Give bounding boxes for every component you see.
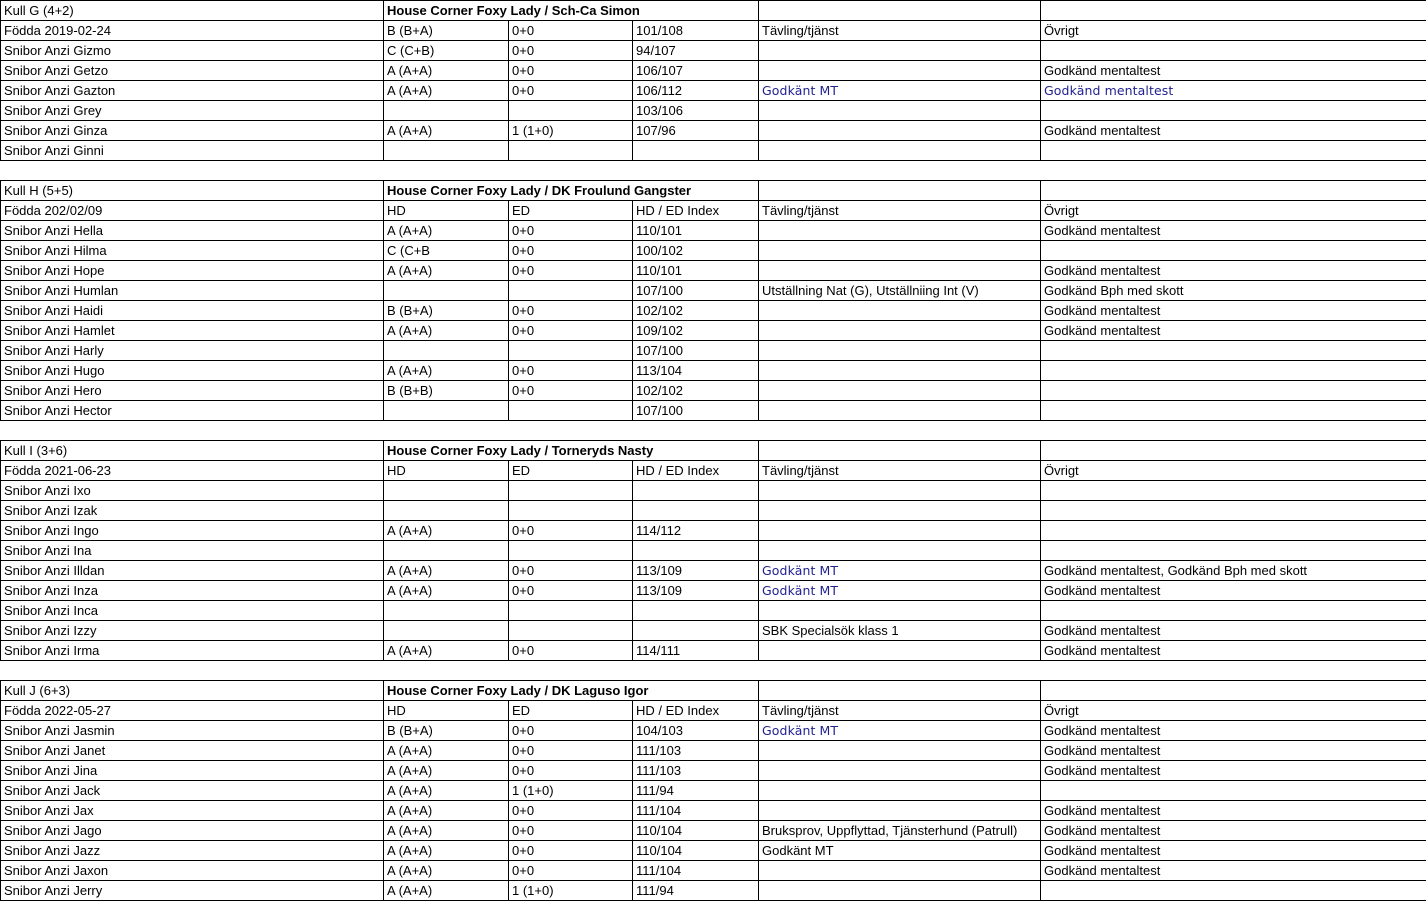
born-date-cell[interactable]: Födda 2022-05-27 — [1, 701, 384, 721]
table-row — [1, 521, 1426, 541]
ed-cell[interactable]: 0+0 — [509, 801, 633, 821]
competition-cell[interactable] — [759, 641, 1041, 661]
hd-cell[interactable]: A (A+A) — [384, 841, 509, 861]
index-cell[interactable]: 107/100 — [633, 341, 759, 361]
other-header-cell[interactable]: Övrigt — [1041, 21, 1426, 41]
other-cell[interactable] — [1041, 541, 1426, 561]
hd-header-cell[interactable]: HD — [384, 701, 509, 721]
dog-name-cell[interactable]: Snibor Anzi Jaxon — [1, 861, 384, 881]
competition-cell[interactable]: Godkänt MT — [759, 81, 1041, 101]
spacer-row — [1, 161, 1426, 181]
hd-cell[interactable]: A (A+A) — [384, 741, 509, 761]
ed-cell[interactable]: 0+0 — [509, 301, 633, 321]
dog-name-cell[interactable]: Snibor Anzi Jerry — [1, 881, 384, 901]
litter-title-row — [1, 1, 1426, 21]
hd-cell[interactable]: B (B+A) — [384, 721, 509, 741]
spacer-row — [1, 421, 1426, 441]
table-row — [1, 261, 1426, 281]
other-cell[interactable] — [1041, 601, 1426, 621]
index-header-cell[interactable]: HD / ED Index — [633, 461, 759, 481]
index-cell[interactable]: 106/107 — [633, 61, 759, 81]
dog-name-cell[interactable]: Snibor Anzi Gizmo — [1, 41, 384, 61]
competition-cell[interactable] — [759, 861, 1041, 881]
ed-cell[interactable] — [509, 401, 633, 421]
competition-cell[interactable]: Godkänt MT — [759, 561, 1041, 581]
competition-cell[interactable] — [759, 781, 1041, 801]
empty-cell[interactable] — [759, 1, 1041, 21]
other-cell[interactable]: Godkänd mentaltest — [1041, 841, 1426, 861]
index-cell[interactable]: 111/94 — [633, 781, 759, 801]
dog-name-cell[interactable]: Snibor Anzi Grey — [1, 101, 384, 121]
dog-name-cell[interactable]: Snibor Anzi Ginni — [1, 141, 384, 161]
ed-cell[interactable]: 1 (1+0) — [509, 881, 633, 901]
index-cell[interactable]: 111/103 — [633, 761, 759, 781]
index-cell[interactable]: 110/104 — [633, 821, 759, 841]
other-cell[interactable]: Godkänd mentaltest — [1041, 741, 1426, 761]
ed-cell[interactable]: 1 (1+0) — [509, 781, 633, 801]
ed-cell[interactable]: 0+0 — [509, 221, 633, 241]
litter-header-row — [1, 21, 1426, 41]
litter-header-row — [1, 701, 1426, 721]
index-cell[interactable] — [633, 621, 759, 641]
empty-cell[interactable] — [1041, 681, 1426, 701]
other-cell[interactable] — [1041, 521, 1426, 541]
dog-name-cell[interactable]: Snibor Anzi Hero — [1, 381, 384, 401]
other-cell[interactable]: Godkänd mentaltest — [1041, 221, 1426, 241]
empty-cell[interactable] — [759, 181, 1041, 201]
hd-cell[interactable]: A (A+A) — [384, 521, 509, 541]
competition-cell[interactable] — [759, 481, 1041, 501]
table-row — [1, 341, 1426, 361]
hd-cell[interactable]: A (A+A) — [384, 121, 509, 141]
ed-cell[interactable]: 0+0 — [509, 761, 633, 781]
index-cell[interactable]: 113/109 — [633, 581, 759, 601]
ed-header-cell[interactable]: ED — [509, 461, 633, 481]
other-cell[interactable]: Godkänd mentaltest — [1041, 61, 1426, 81]
ed-cell[interactable]: 1 (1+0) — [509, 121, 633, 141]
competition-cell[interactable] — [759, 101, 1041, 121]
competition-cell[interactable] — [759, 501, 1041, 521]
index-cell[interactable]: 110/101 — [633, 261, 759, 281]
hd-header-cell[interactable]: HD — [384, 461, 509, 481]
other-cell[interactable]: Godkänd mentaltest — [1041, 761, 1426, 781]
table-row — [1, 281, 1426, 301]
other-cell[interactable]: Godkänd Bph med skott — [1041, 281, 1426, 301]
index-cell[interactable]: 107/96 — [633, 121, 759, 141]
hd-cell[interactable]: A (A+A) — [384, 221, 509, 241]
dog-name-cell[interactable]: Snibor Anzi Irma — [1, 641, 384, 661]
dog-name-cell[interactable]: Snibor Anzi Ina — [1, 541, 384, 561]
dog-name-cell[interactable]: Snibor Anzi Hella — [1, 221, 384, 241]
spreadsheet-body — [1, 1, 1426, 901]
other-cell[interactable]: Godkänd mentaltest — [1041, 861, 1426, 881]
table-row — [1, 361, 1426, 381]
index-header-cell[interactable]: HD / ED Index — [633, 701, 759, 721]
other-cell[interactable] — [1041, 341, 1426, 361]
spacer-cell — [1, 161, 1426, 181]
ed-cell[interactable] — [509, 481, 633, 501]
other-cell[interactable] — [1041, 881, 1426, 901]
competition-header-cell[interactable]: Tävling/tjänst — [759, 21, 1041, 41]
ed-cell[interactable] — [509, 621, 633, 641]
other-cell[interactable]: Godkänd mentaltest — [1041, 641, 1426, 661]
dog-name-cell[interactable]: Snibor Anzi Janet — [1, 741, 384, 761]
competition-cell[interactable] — [759, 141, 1041, 161]
hd-cell[interactable] — [384, 501, 509, 521]
table-row — [1, 381, 1426, 401]
other-cell[interactable] — [1041, 381, 1426, 401]
index-cell[interactable]: 102/102 — [633, 301, 759, 321]
hd-cell[interactable]: A (A+A) — [384, 361, 509, 381]
empty-cell[interactable] — [759, 681, 1041, 701]
index-cell[interactable]: 104/103 — [633, 721, 759, 741]
table-row — [1, 781, 1426, 801]
competition-cell[interactable] — [759, 401, 1041, 421]
hd-cell[interactable]: C (C+B) — [384, 41, 509, 61]
table-row — [1, 121, 1426, 141]
hd-cell[interactable] — [384, 101, 509, 121]
table-row — [1, 721, 1426, 741]
litter-header-row — [1, 461, 1426, 481]
table-row — [1, 841, 1426, 861]
ed-cell[interactable]: 0+0 — [509, 521, 633, 541]
other-cell[interactable]: Godkänd mentaltest, Godkänd Bph med skott — [1041, 561, 1426, 581]
other-cell[interactable]: Godkänd mentaltest — [1041, 301, 1426, 321]
dog-name-cell[interactable]: Snibor Anzi Jina — [1, 761, 384, 781]
other-cell[interactable]: Godkänd mentaltest — [1041, 621, 1426, 641]
table-row — [1, 81, 1426, 101]
ed-cell[interactable] — [509, 541, 633, 561]
table-row — [1, 561, 1426, 581]
index-cell[interactable]: 110/101 — [633, 221, 759, 241]
empty-cell[interactable] — [759, 441, 1041, 461]
other-cell[interactable]: Godkänd mentaltest — [1041, 121, 1426, 141]
index-cell[interactable]: 103/106 — [633, 101, 759, 121]
table-row — [1, 101, 1426, 121]
index-cell[interactable]: 110/104 — [633, 841, 759, 861]
ed-cell[interactable] — [509, 601, 633, 621]
other-cell[interactable]: Godkänd mentaltest — [1041, 581, 1426, 601]
hd-cell[interactable]: A (A+A) — [384, 81, 509, 101]
other-cell[interactable] — [1041, 781, 1426, 801]
table-row — [1, 41, 1426, 61]
ed-cell[interactable]: 0+0 — [509, 261, 633, 281]
litter-parents-cell[interactable]: House Corner Foxy Lady / Torneryds Nasty — [384, 441, 759, 461]
index-cell[interactable]: 111/94 — [633, 881, 759, 901]
spacer-cell — [1, 661, 1426, 681]
dog-name-cell[interactable]: Snibor Anzi Inza — [1, 581, 384, 601]
index-cell[interactable] — [633, 601, 759, 621]
competition-cell[interactable]: Bruksprov, Uppflyttad, Tjänsterhund (Patrull) — [759, 821, 1041, 841]
ed-cell[interactable]: 0+0 — [509, 581, 633, 601]
hd-cell[interactable]: A (A+A) — [384, 821, 509, 841]
dog-name-cell[interactable]: Snibor Anzi Humlan — [1, 281, 384, 301]
hd-cell[interactable] — [384, 281, 509, 301]
table-row — [1, 401, 1426, 421]
ed-cell[interactable]: 0+0 — [509, 821, 633, 841]
ed-cell[interactable] — [509, 341, 633, 361]
hd-cell[interactable]: A (A+A) — [384, 881, 509, 901]
index-cell[interactable]: 111/103 — [633, 741, 759, 761]
ed-cell[interactable] — [509, 141, 633, 161]
born-date-cell[interactable]: Födda 2021-06-23 — [1, 461, 384, 481]
empty-cell[interactable] — [1041, 181, 1426, 201]
ed-cell[interactable]: 0+0 — [509, 61, 633, 81]
ed-cell[interactable] — [509, 101, 633, 121]
dog-name-cell[interactable]: Snibor Anzi Hilma — [1, 241, 384, 261]
hd-cell[interactable] — [384, 141, 509, 161]
ed-cell[interactable]: 0+0 — [509, 81, 633, 101]
hd-header-cell[interactable]: HD — [384, 201, 509, 221]
competition-header-cell[interactable]: Tävling/tjänst — [759, 201, 1041, 221]
hd-cell[interactable]: B (B+A) — [384, 21, 509, 41]
index-cell[interactable]: 111/104 — [633, 861, 759, 881]
index-cell[interactable]: 114/112 — [633, 521, 759, 541]
litter-header-row — [1, 201, 1426, 221]
other-cell[interactable] — [1041, 401, 1426, 421]
other-cell[interactable] — [1041, 41, 1426, 61]
ed-cell[interactable]: 0+0 — [509, 561, 633, 581]
table-row — [1, 861, 1426, 881]
ed-cell[interactable] — [509, 281, 633, 301]
competition-cell[interactable]: Utställning Nat (G), Utställniing Int (V) — [759, 281, 1041, 301]
table-row — [1, 221, 1426, 241]
index-cell[interactable]: 113/104 — [633, 361, 759, 381]
index-cell[interactable]: 111/104 — [633, 801, 759, 821]
other-header-cell[interactable]: Övrigt — [1041, 461, 1426, 481]
competition-cell[interactable] — [759, 301, 1041, 321]
ed-cell[interactable]: 0+0 — [509, 361, 633, 381]
ed-cell[interactable] — [509, 501, 633, 521]
dog-name-cell[interactable]: Snibor Anzi Illdan — [1, 561, 384, 581]
dog-name-cell[interactable]: Snibor Anzi Jasmin — [1, 721, 384, 741]
ed-cell[interactable]: 0+0 — [509, 861, 633, 881]
competition-header-cell[interactable]: Tävling/tjänst — [759, 701, 1041, 721]
table-row — [1, 621, 1426, 641]
table-row — [1, 641, 1426, 661]
hd-cell[interactable]: A (A+A) — [384, 861, 509, 881]
index-cell[interactable] — [633, 481, 759, 501]
table-row — [1, 321, 1426, 341]
other-cell[interactable]: Godkänd mentaltest — [1041, 801, 1426, 821]
dog-name-cell[interactable]: Snibor Anzi Jack — [1, 781, 384, 801]
index-cell[interactable] — [633, 541, 759, 561]
hd-cell[interactable] — [384, 401, 509, 421]
hd-cell[interactable]: B (B+A) — [384, 301, 509, 321]
competition-cell[interactable] — [759, 741, 1041, 761]
index-cell[interactable]: 100/102 — [633, 241, 759, 261]
dog-name-cell[interactable]: Snibor Anzi Jago — [1, 821, 384, 841]
other-cell[interactable] — [1041, 481, 1426, 501]
other-cell[interactable]: Godkänd mentaltest — [1041, 261, 1426, 281]
dog-name-cell[interactable]: Snibor Anzi Izzy — [1, 621, 384, 641]
table-row — [1, 821, 1426, 841]
table-row — [1, 501, 1426, 521]
dog-name-cell[interactable]: Snibor Anzi Gazton — [1, 81, 384, 101]
litter-title-cell[interactable]: Kull I (3+6) — [1, 441, 384, 461]
other-cell[interactable]: Godkänd mentaltest — [1041, 321, 1426, 341]
dog-name-cell[interactable]: Snibor Anzi Jazz — [1, 841, 384, 861]
index-cell[interactable]: 101/108 — [633, 21, 759, 41]
competition-cell[interactable] — [759, 341, 1041, 361]
litter-title-row — [1, 181, 1426, 201]
competition-cell[interactable] — [759, 601, 1041, 621]
other-cell[interactable]: Godkänd mentaltest — [1041, 721, 1426, 741]
competition-cell[interactable] — [759, 381, 1041, 401]
empty-cell[interactable] — [1041, 1, 1426, 21]
index-cell[interactable]: 114/111 — [633, 641, 759, 661]
other-cell[interactable]: Godkänd mentaltest — [1041, 81, 1426, 101]
ed-header-cell[interactable]: ED — [509, 701, 633, 721]
ed-cell[interactable]: 0+0 — [509, 241, 633, 261]
competition-cell[interactable] — [759, 241, 1041, 261]
index-cell[interactable] — [633, 501, 759, 521]
index-cell[interactable]: 113/109 — [633, 561, 759, 581]
table-row — [1, 301, 1426, 321]
index-cell[interactable]: 106/112 — [633, 81, 759, 101]
hd-cell[interactable] — [384, 341, 509, 361]
competition-cell[interactable] — [759, 801, 1041, 821]
litter-title-row — [1, 681, 1426, 701]
dog-name-cell[interactable]: Snibor Anzi Ingo — [1, 521, 384, 541]
index-cell[interactable] — [633, 141, 759, 161]
competition-cell[interactable] — [759, 521, 1041, 541]
spacer-cell — [1, 421, 1426, 441]
competition-cell[interactable]: Godkänt MT — [759, 581, 1041, 601]
competition-cell[interactable] — [759, 541, 1041, 561]
index-cell[interactable]: 102/102 — [633, 381, 759, 401]
index-cell[interactable]: 109/102 — [633, 321, 759, 341]
ed-cell[interactable]: 0+0 — [509, 381, 633, 401]
competition-cell[interactable] — [759, 761, 1041, 781]
litter-parents-cell[interactable]: House Corner Foxy Lady / DK Froulund Gangster — [384, 181, 759, 201]
hd-cell[interactable]: A (A+A) — [384, 61, 509, 81]
hd-cell[interactable]: A (A+A) — [384, 641, 509, 661]
ed-cell[interactable]: 0+0 — [509, 721, 633, 741]
dog-name-cell[interactable]: Snibor Anzi Hope — [1, 261, 384, 281]
born-date-cell[interactable]: Födda 202/02/09 — [1, 201, 384, 221]
hd-cell[interactable] — [384, 621, 509, 641]
hd-cell[interactable] — [384, 541, 509, 561]
litter-title-cell[interactable]: Kull G (4+2) — [1, 1, 384, 21]
hd-cell[interactable] — [384, 601, 509, 621]
competition-cell[interactable] — [759, 321, 1041, 341]
table-row — [1, 801, 1426, 821]
other-header-cell[interactable]: Övrigt — [1041, 701, 1426, 721]
hd-cell[interactable]: B (B+B) — [384, 381, 509, 401]
competition-header-cell[interactable]: Tävling/tjänst — [759, 461, 1041, 481]
dog-name-cell[interactable]: Snibor Anzi Izak — [1, 501, 384, 521]
dog-name-cell[interactable]: Snibor Anzi Getzo — [1, 61, 384, 81]
competition-cell[interactable]: Godkänt MT — [759, 721, 1041, 741]
ed-cell[interactable]: 0+0 — [509, 741, 633, 761]
dog-name-cell[interactable]: Snibor Anzi Inca — [1, 601, 384, 621]
hd-cell[interactable]: A (A+A) — [384, 321, 509, 341]
table-row — [1, 581, 1426, 601]
index-header-cell[interactable]: HD / ED Index — [633, 201, 759, 221]
hd-cell[interactable]: A (A+A) — [384, 761, 509, 781]
dog-name-cell[interactable]: Snibor Anzi Harly — [1, 341, 384, 361]
table-row — [1, 481, 1426, 501]
competition-cell[interactable]: Godkänt MT — [759, 841, 1041, 861]
ed-cell[interactable]: 0+0 — [509, 41, 633, 61]
competition-cell[interactable] — [759, 881, 1041, 901]
competition-cell[interactable] — [759, 121, 1041, 141]
other-cell[interactable] — [1041, 501, 1426, 521]
litter-parents-cell[interactable]: House Corner Foxy Lady / Sch-Ca Simon — [384, 1, 759, 21]
competition-cell[interactable] — [759, 61, 1041, 81]
dog-name-cell[interactable]: Snibor Anzi Jax — [1, 801, 384, 821]
table-row — [1, 241, 1426, 261]
litter-title-cell[interactable]: Kull J (6+3) — [1, 681, 384, 701]
other-cell[interactable] — [1041, 361, 1426, 381]
hd-cell[interactable]: C (C+B — [384, 241, 509, 261]
dog-name-cell[interactable]: Snibor Anzi Ixo — [1, 481, 384, 501]
ed-cell[interactable]: 0+0 — [509, 641, 633, 661]
hd-cell[interactable] — [384, 481, 509, 501]
empty-cell[interactable] — [1041, 441, 1426, 461]
other-cell[interactable] — [1041, 101, 1426, 121]
hd-cell[interactable]: A (A+A) — [384, 561, 509, 581]
other-cell[interactable] — [1041, 141, 1426, 161]
ed-cell[interactable]: 0+0 — [509, 321, 633, 341]
other-header-cell[interactable]: Övrigt — [1041, 201, 1426, 221]
litter-title-row — [1, 441, 1426, 461]
other-cell[interactable] — [1041, 241, 1426, 261]
table-row — [1, 541, 1426, 561]
ed-header-cell[interactable]: ED — [509, 201, 633, 221]
index-cell[interactable]: 107/100 — [633, 401, 759, 421]
index-cell[interactable]: 94/107 — [633, 41, 759, 61]
competition-cell[interactable] — [759, 261, 1041, 281]
spacer-row — [1, 661, 1426, 681]
hd-cell[interactable]: A (A+A) — [384, 581, 509, 601]
table-row — [1, 741, 1426, 761]
dog-name-cell[interactable]: Snibor Anzi Haidi — [1, 301, 384, 321]
other-cell[interactable]: Godkänd mentaltest — [1041, 821, 1426, 841]
competition-cell[interactable] — [759, 41, 1041, 61]
index-cell[interactable]: 107/100 — [633, 281, 759, 301]
ed-cell[interactable]: 0+0 — [509, 21, 633, 41]
dog-name-cell[interactable]: Snibor Anzi Hugo — [1, 361, 384, 381]
table-row — [1, 61, 1426, 81]
dog-name-cell[interactable]: Snibor Anzi Hector — [1, 401, 384, 421]
competition-cell[interactable]: SBK Specialsök klass 1 — [759, 621, 1041, 641]
ed-cell[interactable]: 0+0 — [509, 841, 633, 861]
hd-cell[interactable]: A (A+A) — [384, 261, 509, 281]
litter-title-cell[interactable]: Kull H (5+5) — [1, 181, 384, 201]
table-row — [1, 601, 1426, 621]
litter-parents-cell[interactable]: House Corner Foxy Lady / DK Laguso Igor — [384, 681, 759, 701]
table-row — [1, 141, 1426, 161]
dog-name-cell[interactable]: Snibor Anzi Hamlet — [1, 321, 384, 341]
table-row — [1, 761, 1426, 781]
hd-cell[interactable]: A (A+A) — [384, 801, 509, 821]
table-row — [1, 881, 1426, 901]
hd-cell[interactable]: A (A+A) — [384, 781, 509, 801]
competition-cell[interactable] — [759, 361, 1041, 381]
dog-name-cell[interactable]: Snibor Anzi Ginza — [1, 121, 384, 141]
competition-cell[interactable] — [759, 221, 1041, 241]
born-date-cell[interactable]: Födda 2019-02-24 — [1, 21, 384, 41]
